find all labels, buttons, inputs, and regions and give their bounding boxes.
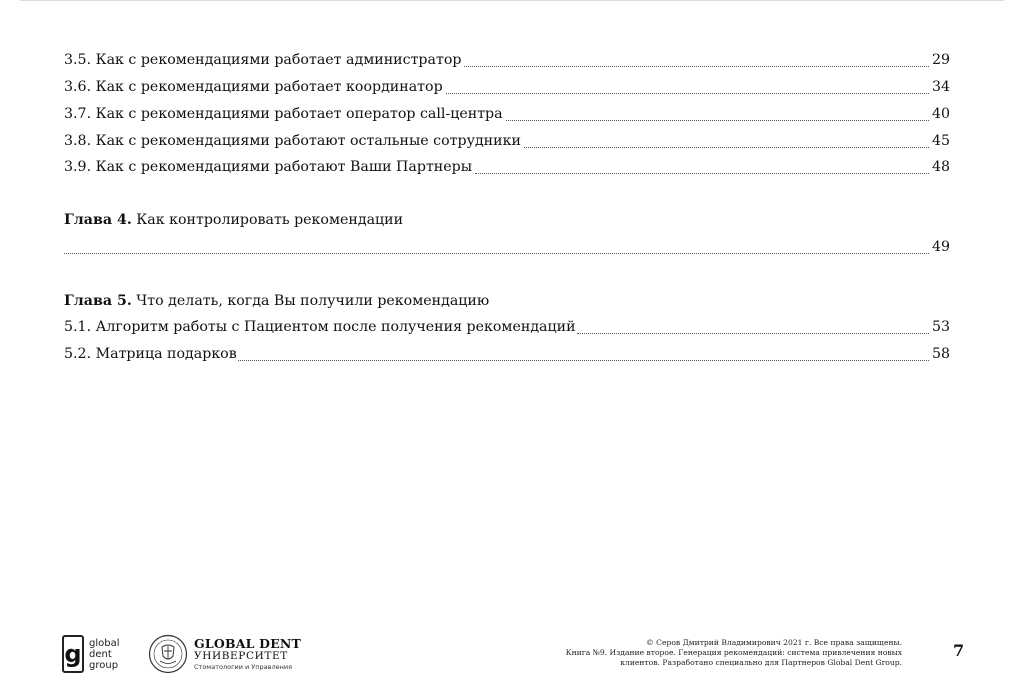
university-wordmark: [194, 635, 302, 671]
chapter-4-heading[interactable]: [64, 212, 403, 228]
copyright-line-3: клиентов. Разработано специально для Партнеров Global Dent Group.: [620, 658, 902, 667]
logo1-line1: global: [89, 637, 120, 649]
toc-entry-3-6[interactable]: [64, 79, 950, 99]
chapter-4-leader-row[interactable]: [64, 239, 950, 259]
chapter-5-heading[interactable]: [64, 293, 489, 309]
chapter-5-prefix: Глава 5.: [64, 293, 132, 309]
university-title: GLOBAL DENT: [194, 635, 302, 651]
toc-entry-label: 3.5. Как с рекомендациями работает администратор: [64, 52, 462, 68]
logo1-line3: group: [89, 659, 119, 671]
chapter-4-title: Как контролировать рекомендации: [131, 212, 404, 228]
chapter-5-title: Что делать, когда Вы получили рекомендацию: [131, 293, 490, 309]
toc-entry-5-2[interactable]: [64, 346, 950, 366]
dot-leader: [238, 350, 929, 361]
toc-entry-label: 3.7. Как с рекомендациями работает оператор call-центра: [64, 106, 503, 122]
toc-entry-page: 29: [931, 52, 950, 68]
university-subtitle: УНИВЕРСИТЕТ: [194, 650, 288, 663]
page-number: 7: [953, 641, 965, 660]
chapter-4-prefix: Глава 4.: [64, 212, 132, 228]
dot-leader: [464, 56, 928, 67]
global-dent-group-logo: [62, 632, 132, 676]
dot-leader: [577, 323, 929, 334]
dot-leader: [64, 243, 929, 254]
toc-entry-3-9[interactable]: [64, 159, 950, 179]
global-dent-group-wordmark: [89, 638, 120, 671]
dot-leader: [446, 83, 929, 94]
toc-entry-page: 34: [931, 79, 950, 95]
toc-entry-label: 5.1. Алгоритм работы с Пациентом после получения рекомендаций: [64, 319, 576, 335]
toc-entry-label: 3.9. Как с рекомендациями работают Ваши Партнеры: [64, 159, 473, 175]
university-seal-icon: [148, 634, 188, 674]
toc-entry-page: 58: [931, 346, 950, 362]
toc-entry-label: 5.2. Матрица подарков: [64, 346, 237, 362]
university-tagline: Стоматологии и Управления: [194, 662, 292, 671]
toc-entry-page: 45: [931, 133, 950, 149]
copyright-line-1: © Серов Дмитрий Владимирович 2021 г. Все права защищены.: [646, 638, 902, 647]
toc-entry-5-1[interactable]: [64, 319, 950, 339]
toc-entry-page: 53: [931, 319, 950, 335]
toc-entry-page: 48: [931, 159, 950, 175]
toc-entry-label: 3.8. Как с рекомендациями работают остальные сотрудники: [64, 133, 521, 149]
dot-leader: [524, 137, 929, 148]
g-logo-icon: g: [62, 635, 84, 673]
toc-entry-3-7[interactable]: [64, 106, 950, 126]
toc-entry-3-5[interactable]: [64, 52, 950, 72]
dot-leader: [506, 110, 929, 121]
toc-entry-label: 3.6. Как с рекомендациями работает координатор: [64, 79, 443, 95]
logo1-line2: dent: [89, 648, 112, 660]
copyright-line-2: Книга №9. Издание второе. Генерация рекомендаций: система привлечения новых: [565, 648, 902, 657]
copyright-notice: [542, 638, 902, 668]
chapter-4-page: 49: [931, 239, 950, 255]
toc-entry-page: 40: [931, 106, 950, 122]
toc-entry-3-8[interactable]: [64, 133, 950, 153]
top-divider: [20, 0, 1004, 1]
dot-leader: [475, 163, 929, 174]
global-dent-university-logo: [148, 631, 301, 677]
